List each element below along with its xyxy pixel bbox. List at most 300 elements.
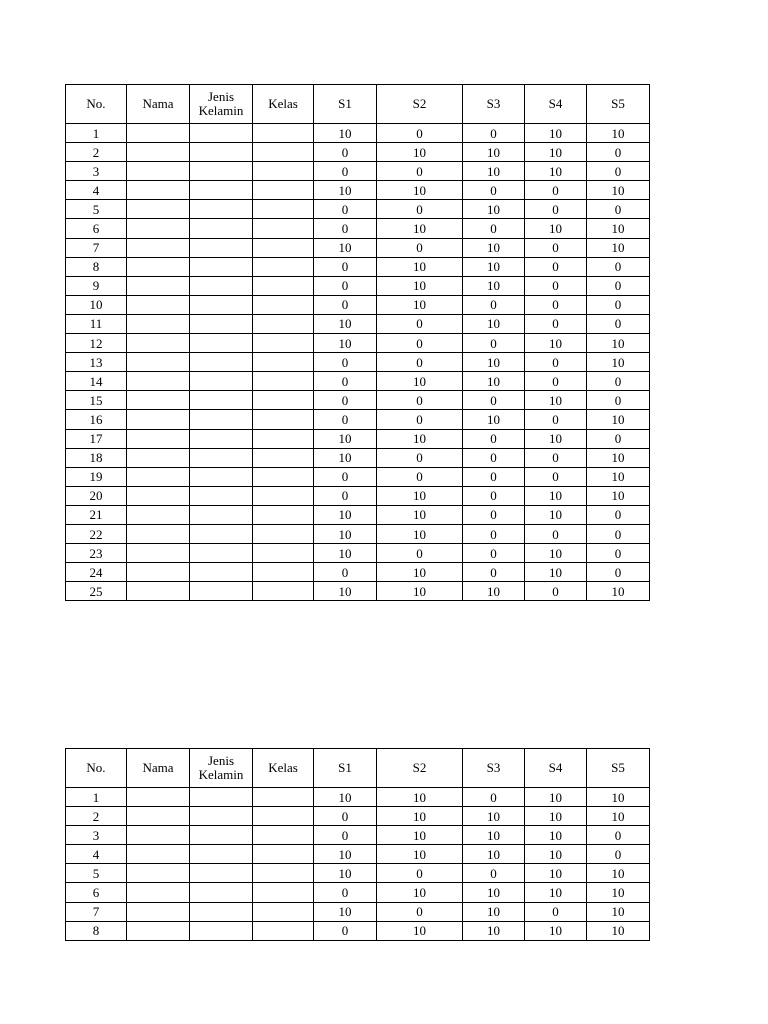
cell-no: 5 bbox=[66, 864, 127, 883]
cell-nama bbox=[127, 448, 190, 467]
header-nama: Nama bbox=[127, 749, 190, 788]
cell-s3: 10 bbox=[463, 314, 525, 333]
cell-s4: 10 bbox=[525, 143, 587, 162]
cell-jenis-kelamin bbox=[190, 238, 253, 257]
cell-s3: 0 bbox=[463, 486, 525, 505]
cell-jenis-kelamin bbox=[190, 276, 253, 295]
cell-s2: 10 bbox=[377, 143, 463, 162]
cell-s5: 10 bbox=[587, 410, 650, 429]
header-jenis-kelamin: Jenis Kelamin bbox=[190, 85, 253, 124]
cell-nama bbox=[127, 807, 190, 826]
cell-no: 4 bbox=[66, 181, 127, 200]
cell-kelas bbox=[253, 353, 314, 372]
cell-s5: 0 bbox=[587, 563, 650, 582]
cell-s2: 0 bbox=[377, 162, 463, 181]
cell-no: 9 bbox=[66, 276, 127, 295]
cell-s1: 0 bbox=[314, 921, 377, 940]
cell-s4: 10 bbox=[525, 563, 587, 582]
table-row bbox=[66, 467, 650, 486]
cell-s2: 10 bbox=[377, 276, 463, 295]
cell-no: 19 bbox=[66, 467, 127, 486]
cell-s4: 0 bbox=[525, 257, 587, 276]
cell-s2: 10 bbox=[377, 219, 463, 238]
cell-nama bbox=[127, 162, 190, 181]
cell-s1: 10 bbox=[314, 448, 377, 467]
table-row bbox=[66, 162, 650, 181]
cell-s1: 0 bbox=[314, 410, 377, 429]
cell-s1: 0 bbox=[314, 295, 377, 314]
cell-kelas bbox=[253, 314, 314, 333]
cell-nama bbox=[127, 143, 190, 162]
cell-s1: 10 bbox=[314, 505, 377, 524]
cell-no: 23 bbox=[66, 544, 127, 563]
cell-nama bbox=[127, 505, 190, 524]
cell-s5: 0 bbox=[587, 143, 650, 162]
score-table-2 bbox=[65, 748, 650, 941]
cell-s4: 0 bbox=[525, 200, 587, 219]
table-body bbox=[66, 124, 650, 601]
cell-s1: 10 bbox=[314, 864, 377, 883]
cell-kelas bbox=[253, 845, 314, 864]
table-row bbox=[66, 372, 650, 391]
cell-nama bbox=[127, 410, 190, 429]
cell-s3: 10 bbox=[463, 257, 525, 276]
cell-s3: 0 bbox=[463, 788, 525, 807]
header-kelas: Kelas bbox=[253, 749, 314, 788]
cell-no: 5 bbox=[66, 200, 127, 219]
cell-s5: 10 bbox=[587, 582, 650, 601]
table-row bbox=[66, 524, 650, 543]
table-row bbox=[66, 295, 650, 314]
cell-jenis-kelamin bbox=[190, 372, 253, 391]
cell-no: 3 bbox=[66, 162, 127, 181]
cell-nama bbox=[127, 883, 190, 902]
cell-nama bbox=[127, 486, 190, 505]
cell-s3: 0 bbox=[463, 448, 525, 467]
table-row bbox=[66, 314, 650, 333]
cell-s4: 0 bbox=[525, 181, 587, 200]
cell-jenis-kelamin bbox=[190, 448, 253, 467]
table-row bbox=[66, 353, 650, 372]
cell-jenis-kelamin bbox=[190, 143, 253, 162]
cell-s1: 10 bbox=[314, 238, 377, 257]
cell-s4: 10 bbox=[525, 921, 587, 940]
cell-s5: 10 bbox=[587, 353, 650, 372]
table-row bbox=[66, 143, 650, 162]
cell-no: 6 bbox=[66, 219, 127, 238]
cell-s3: 0 bbox=[463, 505, 525, 524]
cell-s4: 10 bbox=[525, 219, 587, 238]
cell-jenis-kelamin bbox=[190, 883, 253, 902]
cell-s4: 10 bbox=[525, 505, 587, 524]
cell-kelas bbox=[253, 807, 314, 826]
cell-kelas bbox=[253, 544, 314, 563]
cell-s3: 0 bbox=[463, 429, 525, 448]
cell-kelas bbox=[253, 902, 314, 921]
cell-jenis-kelamin bbox=[190, 486, 253, 505]
cell-s1: 0 bbox=[314, 563, 377, 582]
cell-s5: 10 bbox=[587, 807, 650, 826]
header-s1: S1 bbox=[314, 85, 377, 124]
cell-kelas bbox=[253, 162, 314, 181]
cell-s1: 0 bbox=[314, 372, 377, 391]
cell-s1: 10 bbox=[314, 181, 377, 200]
cell-s5: 0 bbox=[587, 314, 650, 333]
cell-kelas bbox=[253, 219, 314, 238]
cell-kelas bbox=[253, 524, 314, 543]
cell-s3: 0 bbox=[463, 467, 525, 486]
cell-s5: 0 bbox=[587, 257, 650, 276]
cell-s2: 10 bbox=[377, 257, 463, 276]
header-row bbox=[66, 749, 650, 788]
cell-jenis-kelamin bbox=[190, 845, 253, 864]
cell-nama bbox=[127, 295, 190, 314]
cell-nama bbox=[127, 276, 190, 295]
cell-jenis-kelamin bbox=[190, 219, 253, 238]
cell-s1: 0 bbox=[314, 486, 377, 505]
cell-s3: 10 bbox=[463, 276, 525, 295]
cell-s5: 0 bbox=[587, 162, 650, 181]
table-row bbox=[66, 826, 650, 845]
cell-jenis-kelamin bbox=[190, 902, 253, 921]
cell-s4: 10 bbox=[525, 486, 587, 505]
cell-s3: 0 bbox=[463, 544, 525, 563]
table-row bbox=[66, 582, 650, 601]
cell-no: 13 bbox=[66, 353, 127, 372]
cell-no: 10 bbox=[66, 295, 127, 314]
table-row bbox=[66, 257, 650, 276]
table-row bbox=[66, 902, 650, 921]
cell-s4: 10 bbox=[525, 162, 587, 181]
cell-s1: 10 bbox=[314, 788, 377, 807]
cell-jenis-kelamin bbox=[190, 391, 253, 410]
header-s3: S3 bbox=[463, 85, 525, 124]
table-row bbox=[66, 807, 650, 826]
cell-s3: 10 bbox=[463, 200, 525, 219]
cell-s2: 10 bbox=[377, 582, 463, 601]
cell-s2: 10 bbox=[377, 845, 463, 864]
cell-s1: 10 bbox=[314, 429, 377, 448]
cell-s4: 0 bbox=[525, 372, 587, 391]
cell-s5: 10 bbox=[587, 467, 650, 486]
table-row bbox=[66, 788, 650, 807]
cell-s5: 0 bbox=[587, 295, 650, 314]
cell-s4: 0 bbox=[525, 353, 587, 372]
cell-s3: 0 bbox=[463, 524, 525, 543]
score-table-1 bbox=[65, 84, 650, 601]
cell-nama bbox=[127, 372, 190, 391]
cell-nama bbox=[127, 334, 190, 353]
cell-s2: 0 bbox=[377, 410, 463, 429]
cell-s1: 10 bbox=[314, 582, 377, 601]
cell-nama bbox=[127, 353, 190, 372]
cell-no: 3 bbox=[66, 826, 127, 845]
cell-s3: 0 bbox=[463, 563, 525, 582]
cell-s5: 0 bbox=[587, 276, 650, 295]
cell-kelas bbox=[253, 563, 314, 582]
cell-jenis-kelamin bbox=[190, 200, 253, 219]
cell-nama bbox=[127, 257, 190, 276]
cell-s2: 10 bbox=[377, 429, 463, 448]
cell-nama bbox=[127, 200, 190, 219]
cell-s4: 0 bbox=[525, 410, 587, 429]
header-s5: S5 bbox=[587, 85, 650, 124]
cell-kelas bbox=[253, 429, 314, 448]
cell-s4: 10 bbox=[525, 845, 587, 864]
cell-s5: 10 bbox=[587, 334, 650, 353]
cell-no: 11 bbox=[66, 314, 127, 333]
cell-s2: 0 bbox=[377, 314, 463, 333]
cell-s1: 0 bbox=[314, 200, 377, 219]
table-row bbox=[66, 864, 650, 883]
header-s3: S3 bbox=[463, 749, 525, 788]
cell-jenis-kelamin bbox=[190, 807, 253, 826]
cell-s1: 0 bbox=[314, 257, 377, 276]
cell-s2: 0 bbox=[377, 864, 463, 883]
table-header bbox=[66, 85, 650, 124]
cell-jenis-kelamin bbox=[190, 826, 253, 845]
cell-jenis-kelamin bbox=[190, 181, 253, 200]
cell-no: 2 bbox=[66, 143, 127, 162]
table-row bbox=[66, 505, 650, 524]
header-no: No. bbox=[66, 749, 127, 788]
table-row bbox=[66, 410, 650, 429]
header-s1: S1 bbox=[314, 749, 377, 788]
cell-s3: 10 bbox=[463, 410, 525, 429]
cell-kelas bbox=[253, 921, 314, 940]
cell-s3: 10 bbox=[463, 372, 525, 391]
cell-nama bbox=[127, 429, 190, 448]
table-row bbox=[66, 883, 650, 902]
cell-s2: 10 bbox=[377, 807, 463, 826]
cell-s2: 0 bbox=[377, 391, 463, 410]
cell-s4: 10 bbox=[525, 391, 587, 410]
cell-jenis-kelamin bbox=[190, 864, 253, 883]
header-s2: S2 bbox=[377, 749, 463, 788]
cell-no: 22 bbox=[66, 524, 127, 543]
cell-no: 1 bbox=[66, 788, 127, 807]
cell-kelas bbox=[253, 391, 314, 410]
cell-s3: 10 bbox=[463, 143, 525, 162]
cell-s5: 0 bbox=[587, 524, 650, 543]
cell-kelas bbox=[253, 410, 314, 429]
cell-s2: 0 bbox=[377, 353, 463, 372]
cell-s3: 10 bbox=[463, 162, 525, 181]
cell-s5: 10 bbox=[587, 448, 650, 467]
cell-s2: 10 bbox=[377, 295, 463, 314]
cell-s3: 0 bbox=[463, 391, 525, 410]
cell-s5: 0 bbox=[587, 429, 650, 448]
cell-nama bbox=[127, 563, 190, 582]
cell-jenis-kelamin bbox=[190, 582, 253, 601]
table-row bbox=[66, 486, 650, 505]
cell-s2: 10 bbox=[377, 505, 463, 524]
cell-kelas bbox=[253, 238, 314, 257]
cell-jenis-kelamin bbox=[190, 505, 253, 524]
cell-jenis-kelamin bbox=[190, 257, 253, 276]
header-s2: S2 bbox=[377, 85, 463, 124]
cell-kelas bbox=[253, 582, 314, 601]
cell-s2: 10 bbox=[377, 921, 463, 940]
cell-s5: 0 bbox=[587, 505, 650, 524]
cell-kelas bbox=[253, 124, 314, 143]
cell-s5: 0 bbox=[587, 200, 650, 219]
cell-s1: 10 bbox=[314, 902, 377, 921]
cell-nama bbox=[127, 467, 190, 486]
cell-s3: 10 bbox=[463, 921, 525, 940]
cell-s2: 0 bbox=[377, 334, 463, 353]
cell-nama bbox=[127, 524, 190, 543]
cell-s5: 10 bbox=[587, 219, 650, 238]
cell-s4: 0 bbox=[525, 276, 587, 295]
cell-s2: 0 bbox=[377, 544, 463, 563]
cell-s4: 0 bbox=[525, 582, 587, 601]
table-row bbox=[66, 200, 650, 219]
cell-s1: 0 bbox=[314, 143, 377, 162]
cell-s2: 10 bbox=[377, 486, 463, 505]
cell-kelas bbox=[253, 505, 314, 524]
cell-s4: 0 bbox=[525, 467, 587, 486]
cell-s1: 10 bbox=[314, 334, 377, 353]
cell-s4: 10 bbox=[525, 544, 587, 563]
cell-s4: 0 bbox=[525, 295, 587, 314]
table-row bbox=[66, 921, 650, 940]
table-row bbox=[66, 219, 650, 238]
table-row bbox=[66, 334, 650, 353]
cell-s4: 0 bbox=[525, 238, 587, 257]
cell-no: 2 bbox=[66, 807, 127, 826]
cell-s4: 0 bbox=[525, 448, 587, 467]
cell-s2: 10 bbox=[377, 826, 463, 845]
cell-jenis-kelamin bbox=[190, 353, 253, 372]
cell-kelas bbox=[253, 826, 314, 845]
cell-s1: 0 bbox=[314, 467, 377, 486]
cell-jenis-kelamin bbox=[190, 563, 253, 582]
header-kelas: Kelas bbox=[253, 85, 314, 124]
header-nama: Nama bbox=[127, 85, 190, 124]
table-row bbox=[66, 391, 650, 410]
cell-s4: 0 bbox=[525, 902, 587, 921]
cell-no: 14 bbox=[66, 372, 127, 391]
cell-jenis-kelamin bbox=[190, 788, 253, 807]
table-header bbox=[66, 749, 650, 788]
cell-no: 15 bbox=[66, 391, 127, 410]
cell-s5: 10 bbox=[587, 864, 650, 883]
cell-s5: 10 bbox=[587, 788, 650, 807]
cell-s5: 0 bbox=[587, 845, 650, 864]
cell-s2: 10 bbox=[377, 883, 463, 902]
cell-kelas bbox=[253, 200, 314, 219]
cell-kelas bbox=[253, 372, 314, 391]
cell-no: 7 bbox=[66, 238, 127, 257]
cell-jenis-kelamin bbox=[190, 295, 253, 314]
cell-kelas bbox=[253, 448, 314, 467]
cell-s4: 10 bbox=[525, 429, 587, 448]
cell-jenis-kelamin bbox=[190, 314, 253, 333]
cell-kelas bbox=[253, 181, 314, 200]
table-row bbox=[66, 124, 650, 143]
cell-s3: 10 bbox=[463, 353, 525, 372]
cell-s2: 10 bbox=[377, 372, 463, 391]
header-no: No. bbox=[66, 85, 127, 124]
table-row bbox=[66, 276, 650, 295]
cell-nama bbox=[127, 902, 190, 921]
table-row bbox=[66, 238, 650, 257]
table-row bbox=[66, 448, 650, 467]
cell-s4: 10 bbox=[525, 334, 587, 353]
cell-s2: 10 bbox=[377, 524, 463, 543]
cell-kelas bbox=[253, 467, 314, 486]
cell-s1: 0 bbox=[314, 391, 377, 410]
cell-s1: 10 bbox=[314, 124, 377, 143]
cell-s3: 10 bbox=[463, 826, 525, 845]
table-body bbox=[66, 788, 650, 941]
cell-s2: 0 bbox=[377, 448, 463, 467]
cell-s3: 10 bbox=[463, 845, 525, 864]
cell-no: 4 bbox=[66, 845, 127, 864]
cell-s5: 10 bbox=[587, 883, 650, 902]
header-jenis-kelamin: Jenis Kelamin bbox=[190, 749, 253, 788]
table-row bbox=[66, 181, 650, 200]
cell-s1: 10 bbox=[314, 314, 377, 333]
cell-s4: 10 bbox=[525, 124, 587, 143]
cell-jenis-kelamin bbox=[190, 410, 253, 429]
cell-s3: 10 bbox=[463, 238, 525, 257]
cell-no: 1 bbox=[66, 124, 127, 143]
cell-kelas bbox=[253, 276, 314, 295]
cell-s4: 10 bbox=[525, 807, 587, 826]
cell-s2: 0 bbox=[377, 467, 463, 486]
cell-nama bbox=[127, 864, 190, 883]
cell-kelas bbox=[253, 334, 314, 353]
cell-s5: 10 bbox=[587, 902, 650, 921]
cell-jenis-kelamin bbox=[190, 921, 253, 940]
cell-s3: 0 bbox=[463, 295, 525, 314]
cell-no: 12 bbox=[66, 334, 127, 353]
cell-no: 25 bbox=[66, 582, 127, 601]
cell-s2: 0 bbox=[377, 238, 463, 257]
cell-kelas bbox=[253, 143, 314, 162]
cell-jenis-kelamin bbox=[190, 429, 253, 448]
cell-s2: 10 bbox=[377, 788, 463, 807]
cell-s1: 10 bbox=[314, 845, 377, 864]
cell-s1: 10 bbox=[314, 544, 377, 563]
cell-kelas bbox=[253, 864, 314, 883]
cell-jenis-kelamin bbox=[190, 162, 253, 181]
header-s4: S4 bbox=[525, 749, 587, 788]
cell-s5: 10 bbox=[587, 124, 650, 143]
cell-no: 17 bbox=[66, 429, 127, 448]
cell-s5: 0 bbox=[587, 826, 650, 845]
cell-s3: 0 bbox=[463, 334, 525, 353]
cell-s3: 10 bbox=[463, 902, 525, 921]
cell-no: 16 bbox=[66, 410, 127, 429]
cell-s3: 10 bbox=[463, 883, 525, 902]
cell-s2: 0 bbox=[377, 902, 463, 921]
cell-s4: 10 bbox=[525, 788, 587, 807]
cell-s3: 0 bbox=[463, 864, 525, 883]
cell-nama bbox=[127, 181, 190, 200]
cell-s4: 10 bbox=[525, 883, 587, 902]
cell-kelas bbox=[253, 883, 314, 902]
cell-jenis-kelamin bbox=[190, 524, 253, 543]
cell-s2: 0 bbox=[377, 124, 463, 143]
cell-no: 8 bbox=[66, 921, 127, 940]
cell-nama bbox=[127, 238, 190, 257]
cell-s1: 0 bbox=[314, 826, 377, 845]
cell-jenis-kelamin bbox=[190, 334, 253, 353]
cell-kelas bbox=[253, 486, 314, 505]
